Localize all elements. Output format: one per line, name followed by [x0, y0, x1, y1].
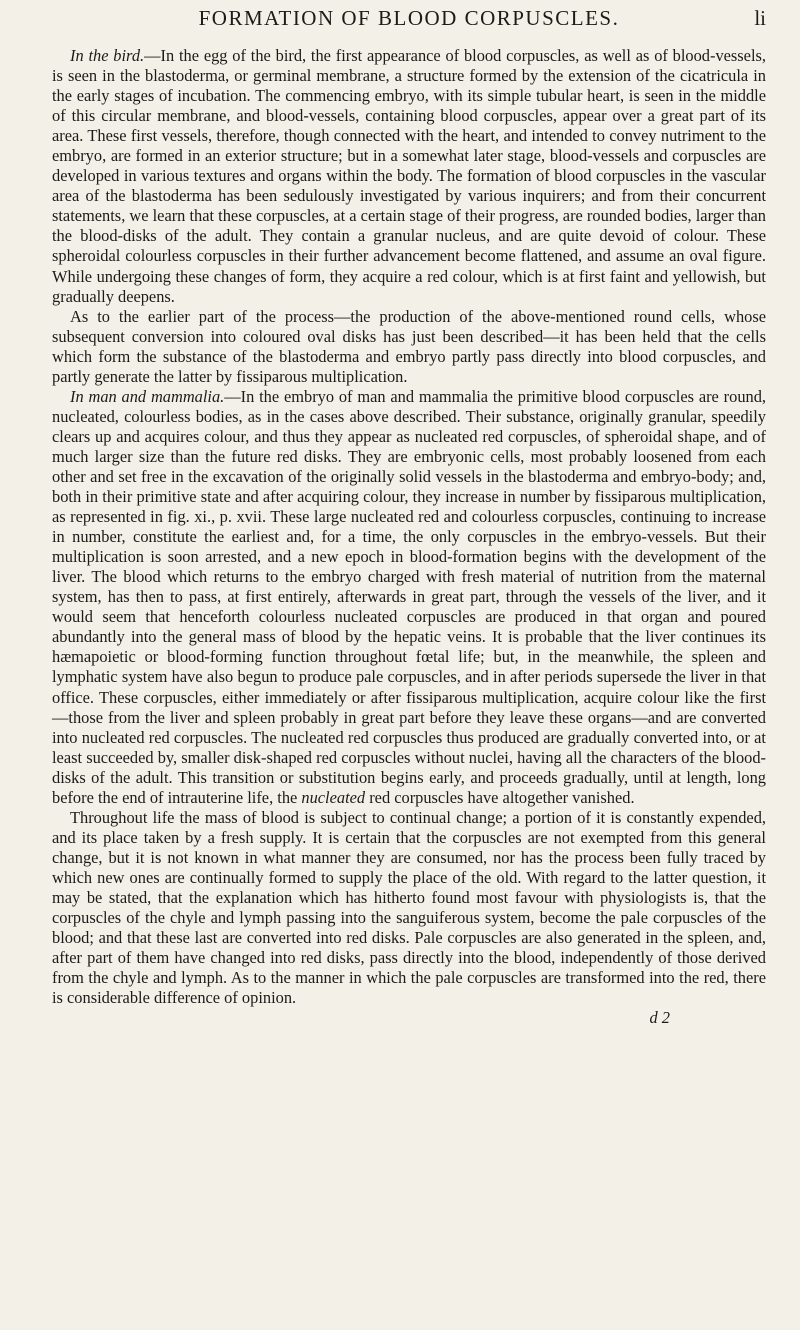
paragraph-throughout-life [52, 808, 766, 1008]
paragraph-text: —In the egg of the bird, the first appearance of blood corpuscles, as well as of blood-vessels, is seen in the blastoderma, or germinal membrane, a structure formed by the extension of the cicatricula in the early stages of incubation. The commencing embryo, with its simple tubular heart, is seen in the middle of this circular membrane, and blood-vessels, containing blood corpuscles, appear over a great part of its area. These first vessels, therefore, though connected with the heart, and intended to convey nutriment to the embryo, are formed in an exterior structure; but in a somewhat later stage, blood-vessels and corpuscles are developed in various textures and organs within the body. The formation of blood corpuscles in the vascular area of the blastoderma has been sedulously investigated by various inquirers; and from their concurrent statements, we learn that these corpuscles, at a certain stage of their progress, are rounded bodies, larger than the blood-disks of the adult. They contain a granular nucleus, and are quite devoid of colour. These spheroidal colourless corpuscles in their further advancement become flattened, and assume an oval figure. While undergoing these changes of form, they acquire a red colour, which is at first faint and yellowish, but gradually deepens. [52, 46, 766, 306]
body-text [52, 46, 766, 1008]
signature-mark: d 2 [649, 1008, 670, 1028]
paragraph-bird [52, 46, 766, 307]
running-head: FORMATION OF BLOOD CORPUSCLES. [198, 6, 620, 30]
paragraph-lead: In the bird. [70, 46, 145, 65]
emphasis-text: nucleated [301, 787, 366, 807]
page-header [52, 0, 766, 46]
page-number: li [754, 6, 766, 30]
paragraph-man-mammalia [52, 387, 766, 808]
paragraph-text: red corpuscles have altogether vanished. [365, 787, 635, 807]
paragraph-lead: In man and mammalia. [70, 386, 225, 406]
paragraph-text: Throughout life the mass of blood is subject to continual change; a portion of it is constantly expended, and its place taken by a fresh supply. It is certain that the corpuscles are not exempted from this general change, but it is not known in what manner they are consumed, nor has the process been fully traced by which new ones are continually formed to supply the place of the old. With regard to the latter question, it may be stated, that the explanation which has hitherto found most favour with physiologists is, that the corpuscles of the chyle and lymph passing into the sanguiferous system, become the pale corpuscles of the blood; and that these last are converted into red disks. Pale corpuscles are also generated in the spleen, and, after part of them have changed into red disks, pass directly into the blood, independently of those derived from the chyle and lymph. As to the manner in which the pale corpuscles are transformed into the red, there is considerable difference of opinion. [52, 807, 766, 1008]
paragraph-text: As to the earlier part of the process—the production of the above-mentioned round cells, whose subsequent conversion into coloured oval disks has just been described—it has been held that the cells which form the substance of the blastoderma and embryo partly pass directly into blood corpuscles, and partly generate the latter by fissiparous multiplication. [52, 306, 766, 386]
paragraph-text: —In the embryo of man and mammalia the primitive blood corpuscles are round, nucleated, colourless bodies, as in the cases above described. Their substance, originally granular, speedily clears up and acquires colour, and thus they appear as nucleated red corpuscles, of spheroidal shape, and of much larger size than the future red disks. They are embryonic cells, most probably loosened from each other and set free in the excavation of the originally solid vessels in the blastoderma and embryo-body; and, both in their primitive state and after acquiring colour, they increase in number by fissiparous multiplication, as represented in fig. xi., p. xvii. These large nucleated red and colourless corpuscles, continuing to increase in number, constitute the earliest and, for a time, the only corpuscles in the embryo-vessels. But their multiplication is soon arrested, and a new epoch in blood-formation begins with the development of the liver. The blood which returns to the embryo charged with fresh material of nutrition from the maternal system, has then to pass, at first entirely, afterwards in great part, through the vessels of the liver, and it would seem that henceforth colourless nucleated corpuscles are produced in that organ and poured abundantly into the general mass of blood by the hepatic veins. It is probable that the liver continues its hæmapoietic or blood-forming function throughout fœtal life; but, in the meanwhile, the spleen and lymphatic system have also begun to produce pale corpuscles, and in after periods supersede the liver in that office. These corpuscles, either immediately or after fissiparous multiplication, acquire colour like the first—those from the liver and spleen probably in great part before they leave these organs—and are converted into nucleated red corpuscles. The nucleated red corpuscles thus produced are gradually converted into, or at least succeeded by, smaller disk-shaped red corpuscles without nuclei, having all the characters of the blood-disks of the adult. This transition or substitution begins early, and proceeds gradually, until at length, long before the end of intrauterine life, the [52, 386, 766, 807]
paragraph-earlier-process [52, 307, 766, 387]
